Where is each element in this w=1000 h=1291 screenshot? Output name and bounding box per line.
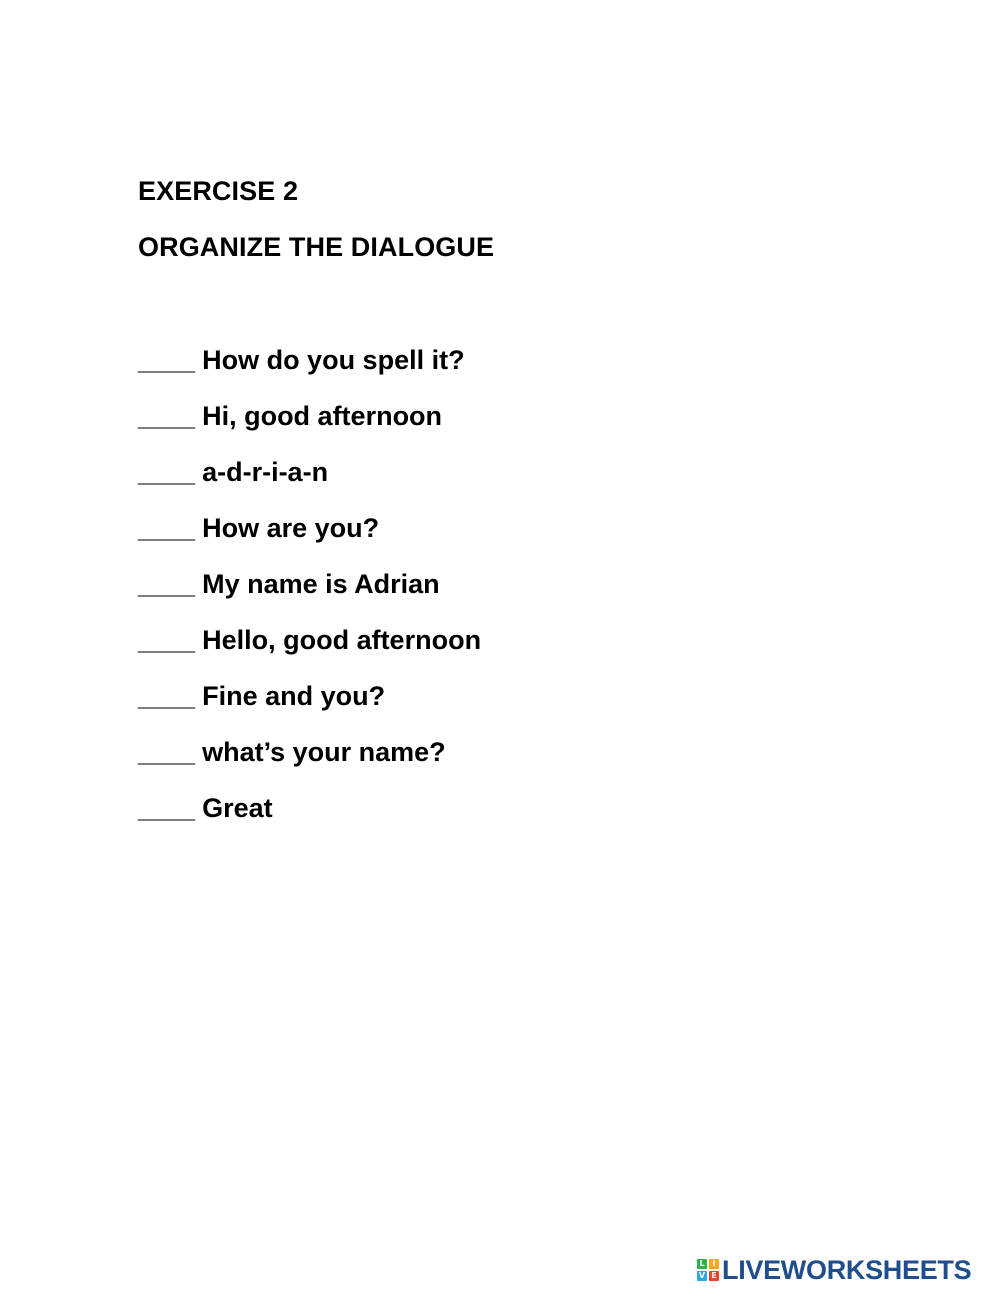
exercise-title: EXERCISE 2 (138, 176, 299, 206)
dialogue-text: My name is Adrian (202, 569, 440, 599)
dialogue-line (138, 510, 481, 566)
dialogue-text: Hi, good afternoon (202, 401, 443, 431)
dialogue-text: Fine and you? (202, 681, 386, 711)
dialogue-text: what’s your name? (202, 737, 446, 767)
answer-blank[interactable]: ____ (138, 457, 195, 487)
dialogue-line (138, 342, 481, 398)
dialogue-line (138, 734, 481, 790)
logo-mark-letter: V (698, 1271, 706, 1280)
answer-blank[interactable]: ____ (138, 737, 195, 767)
answer-blank[interactable]: ____ (138, 513, 195, 543)
exercise-instruction: ORGANIZE THE DIALOGUE (138, 232, 495, 262)
dialogue-line (138, 790, 481, 846)
answer-blank[interactable]: ____ (138, 793, 195, 823)
dialogue-text: a-d-r-i-a-n (202, 457, 329, 487)
logo-mark-letter: I (709, 1259, 719, 1269)
answer-blank[interactable]: ____ (138, 625, 195, 655)
logo-mark-icon (697, 1259, 719, 1281)
answer-blank[interactable]: ____ (138, 681, 195, 711)
dialogue-line (138, 566, 481, 622)
dialogue-line (138, 454, 481, 510)
dialogue-list (138, 342, 481, 846)
logo-mark-letter: L (697, 1259, 707, 1269)
dialogue-text: How are you? (202, 513, 380, 543)
answer-blank[interactable]: ____ (138, 569, 195, 599)
dialogue-line (138, 622, 481, 678)
answer-blank[interactable]: ____ (138, 345, 195, 375)
logo-mark-letter: E (709, 1271, 719, 1281)
dialogue-line (138, 678, 481, 734)
dialogue-text: Great (202, 793, 273, 823)
dialogue-text: Hello, good afternoon (202, 625, 482, 655)
liveworksheets-logo[interactable] (697, 1255, 971, 1285)
dialogue-text: How do you spell it? (202, 345, 465, 375)
dialogue-line (138, 398, 481, 454)
logo-text: LIVEWORKSHEETS (722, 1255, 972, 1285)
answer-blank[interactable]: ____ (138, 401, 195, 431)
